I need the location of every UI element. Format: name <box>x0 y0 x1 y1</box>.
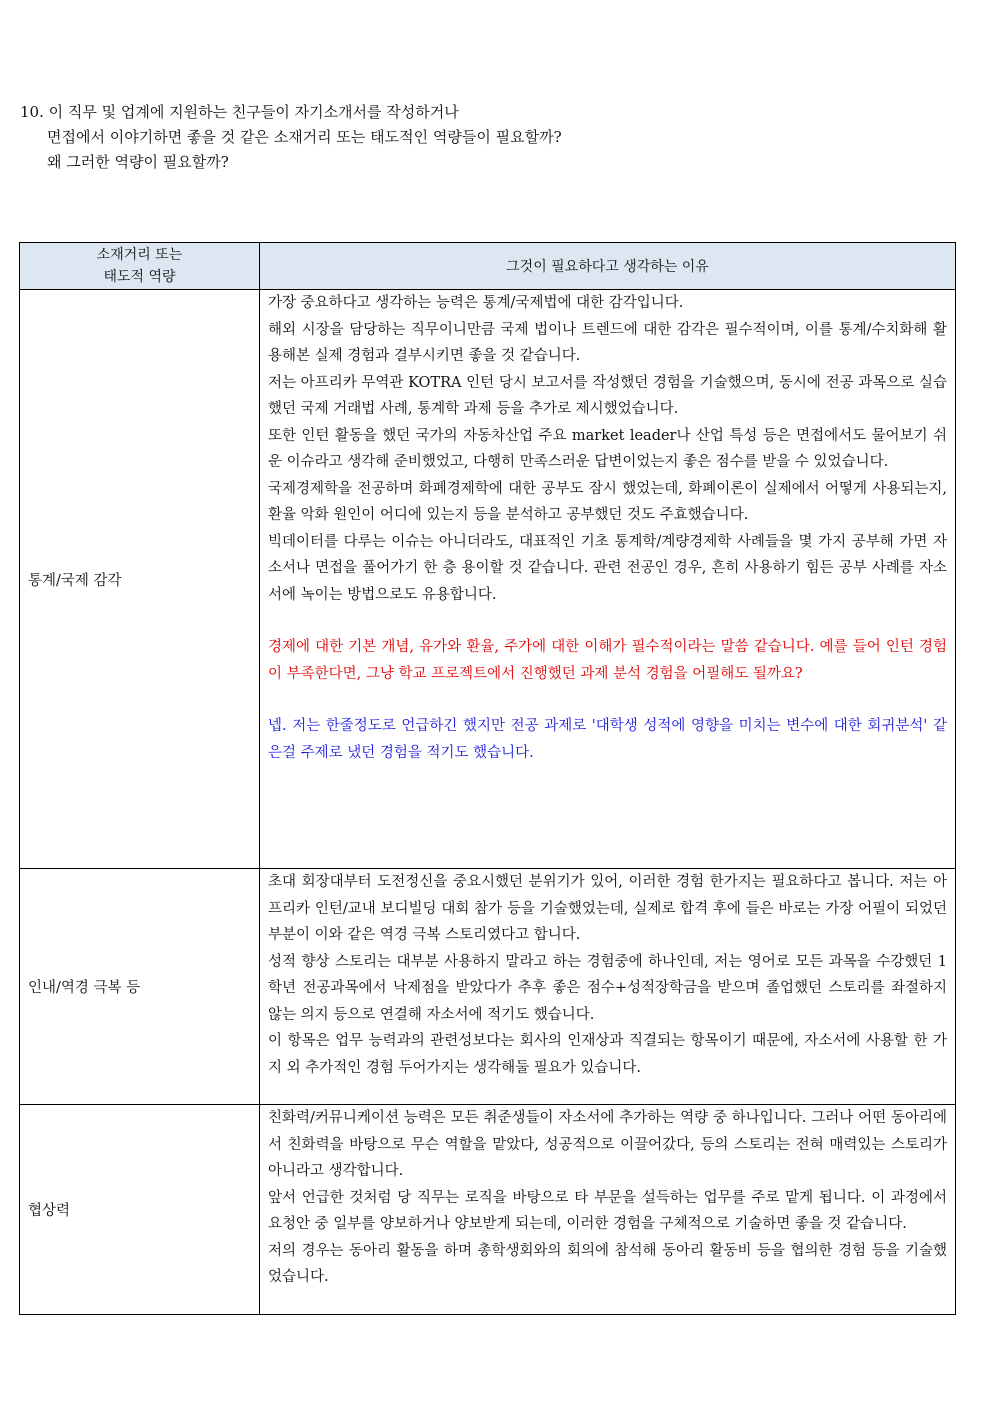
respondent-answer: 넵. 저는 한줄정도로 언급하긴 했지만 전공 과제로 '대학생 성적에 영향을 미치는 변수에 대한 회귀분석' 같은걸 주제로 냈던 경험을 적기도 했습니다. <box>268 718 947 761</box>
table-row <box>20 290 956 869</box>
body-paragraph: 저의 경우는 동아리 활동을 하며 총학생회와의 회의에 참석해 동아리 활동비 등을 협의한 경험 등을 기술했었습니다. <box>268 1242 947 1285</box>
header-reason-text: 그것이 필요하다고 생각하는 이유 <box>506 259 709 275</box>
interviewer-question: 경제에 대한 기본 개념, 유가와 환율, 주가에 대한 이해가 필수적이라는 말씀 같습니다. 예를 들어 인턴 경험이 부족한다면, 그냥 학교 프로젝트에서 진행했던 과제 분석 경험을 어필해도 될까요? <box>268 639 947 682</box>
spacer <box>268 687 947 713</box>
body-paragraph: 앞서 언급한 것처럼 당 직무는 로직을 바탕으로 타 부문을 설득하는 업무를 주로 맡게 됩니다. 이 과정에서 요청안 중 일부를 양보하거나 양보받게 되는데, 이러한 경험을 구체적으로 기술하면 좋을 것 같습니다. <box>268 1189 947 1232</box>
header-competency-line: 소재거리 또는 <box>96 247 183 263</box>
question-line: 왜 그러한 역량이 필요할까? <box>47 153 229 171</box>
question-line: 10. 이 직무 및 업계에 지원하는 친구들이 자기소개서를 작성하거나 <box>20 103 459 121</box>
body-paragraph: 이 항목은 업무 능력과의 관련성보다는 회사의 인재상과 직결되는 항목이기 때문에, 자소서에 사용할 한 가지 외 추가적인 경험 두어가지는 생각해둘 필요가 있습니다. <box>268 1033 947 1076</box>
row-body <box>260 1105 956 1315</box>
row-label: 통계/국제 감각 <box>20 290 260 869</box>
competency-table <box>19 242 956 1315</box>
body-paragraph: 가장 중요하다고 생각하는 능력은 통계/국제법에 대한 감각입니다. <box>268 295 684 311</box>
question-line: 면접에서 이야기하면 좋을 것 같은 소재거리 또는 태도적인 역량들이 필요할까? <box>47 128 562 146</box>
body-paragraph: 친화력/커뮤니케이션 능력은 모든 취준생들이 자소서에 추가하는 역량 중 하나입니다. 그러나 어떤 동아리에서 친화력을 바탕으로 무슨 역할을 맡았다, 성공적으로 이끌어갔다, 등의 스토리는 전혀 매력있는 스토리가 아니라고 생각합니다. <box>268 1110 947 1179</box>
row-body <box>260 869 956 1105</box>
table-row <box>20 1105 956 1315</box>
body-paragraph: 성적 향상 스토리는 대부분 사용하지 말라고 하는 경험중에 하나인데, 저는 영어로 모든 과목을 수강했던 1학년 전공과목에서 낙제점을 받았다가 추후 좋은 점수+성적장학금을 받으며 졸업했던 스토리를 좌절하지 않는 의지 등으로 연결해 자소서에 적기도 했습니다. <box>268 953 947 1023</box>
body-paragraph: 해외 시장을 담당하는 직무이니만큼 국제 법이나 트렌드에 대한 감각은 필수적이며, 이를 통계/수치화해 활용해본 실제 경험과 결부시키면 좋을 것 같습니다. <box>268 321 947 364</box>
table-header-row <box>20 243 956 290</box>
row-body <box>260 290 956 869</box>
question-block <box>20 100 960 175</box>
header-competency-line: 태도적 역량 <box>103 269 176 285</box>
body-paragraph: 또한 인턴 활동을 했던 국가의 자동차산업 주요 market leader나 산업 특성 등은 면접에서도 물어보기 쉬운 이슈라고 생각해 준비했었고, 다행히 만족스러운 답변이었는지 좋은 점수를 받을 수 있었습니다. <box>268 427 947 470</box>
body-paragraph: 국제경제학을 전공하며 화폐경제학에 대한 공부도 잠시 했었는데, 화폐이론이 실제에서 어떻게 사용되는지, 환율 악화 원인이 어디에 있는지 등을 분석하고 공부했던 것도 주효했습니다. <box>268 480 947 523</box>
body-paragraph: 저는 아프리카 무역관 KOTRA 인턴 당시 보고서를 작성했던 경험을 기술했으며, 동시에 전공 과목으로 실습했던 국제 거래법 사례, 통계학 과제 등을 추가로 제시했었습니다. <box>268 374 947 417</box>
spacer <box>268 608 947 634</box>
header-competency <box>20 243 260 290</box>
table-row <box>20 869 956 1105</box>
row-label: 인내/역경 극복 등 <box>20 869 260 1105</box>
row-label: 협상력 <box>20 1105 260 1315</box>
header-reason <box>260 243 956 290</box>
body-paragraph: 빅데이터를 다루는 이슈는 아니더라도, 대표적인 기초 통계학/계량경제학 사례들을 몇 가지 공부해 가면 자소서나 면접을 풀어가기 한 층 용이할 것 같습니다. 관련 전공인 경우, 흔히 사용하기 힘든 공부 사례를 자소서에 녹이는 방법으로도 유용합니다. <box>268 533 947 603</box>
body-paragraph: 초대 회장대부터 도전정신을 중요시했던 분위기가 있어, 이러한 경험 한가지는 필요하다고 봅니다. 저는 아프리카 인턴/교내 보디빌딩 대회 참가 등을 기술했었는데, 실제로 합격 후에 들은 바로는 가장 어필이 되었던 부분이 이와 같은 역경 극복 스토리였다고 합니다. <box>268 874 947 943</box>
